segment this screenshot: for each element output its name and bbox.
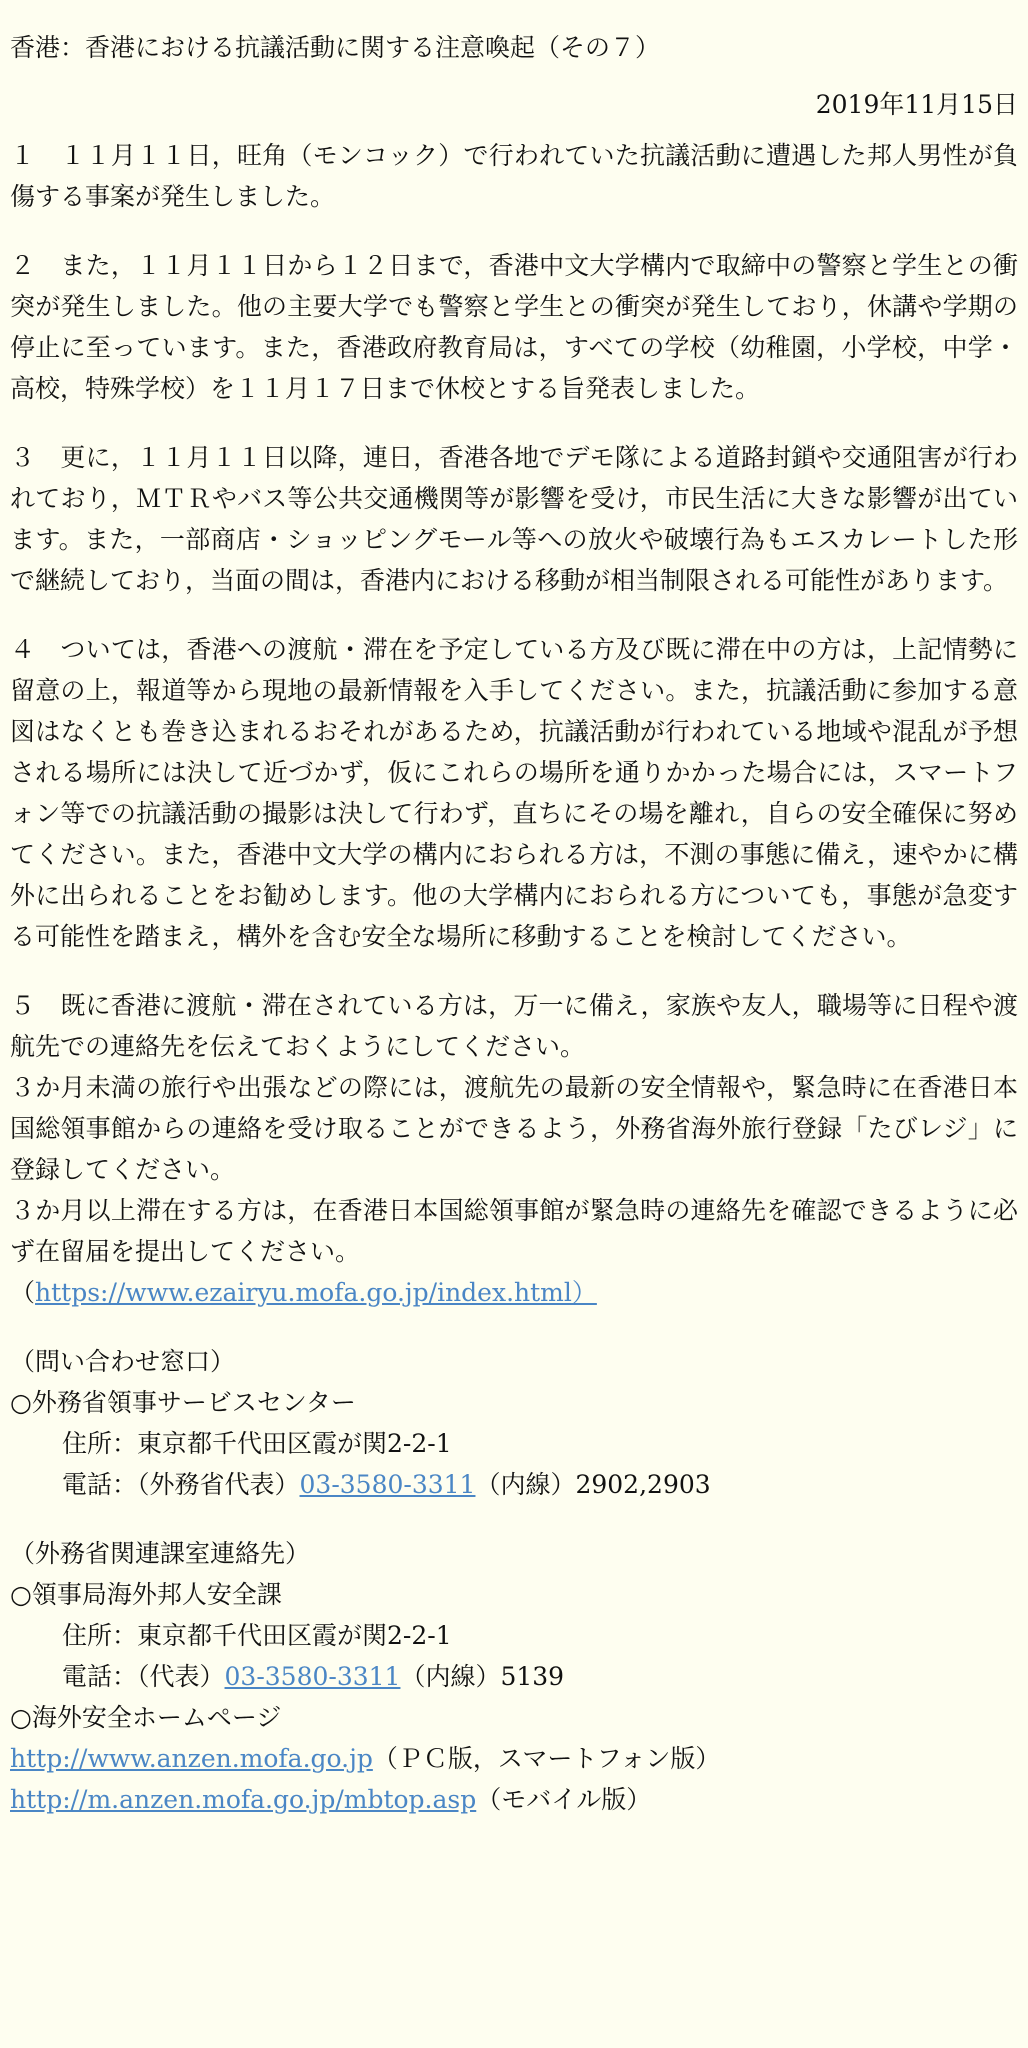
contact-phone-line (10, 1464, 1018, 1505)
related-address: 住所：東京都千代田区霞が関2-2-1 (62, 1621, 452, 1650)
spacer (10, 217, 1018, 245)
related-phone-link[interactable]: 03-3580-3311 (224, 1662, 401, 1691)
spacer (10, 1313, 1018, 1341)
ezairyu-link-line (10, 1272, 1018, 1313)
homepage-heading: ○海外安全ホームページ (10, 1703, 282, 1732)
homepage-mobile-line (10, 1779, 1018, 1820)
paragraph-3: ３ 更に，１１月１１日以降，連日，香港各地でデモ隊による道路封鎖や交通阻害が行われており，ＭＴＲやバス等公共交通機関等が影響を受け，市民生活に大きな影響が出ています。また，一部商店・ショッピングモール等への放火や破壊行為もエスカレートした形で継続しており，当面の間は，香港内における移動が相当制限される可能性があります。 (10, 443, 1018, 595)
homepage-pc-line (10, 1738, 1018, 1779)
ezairyu-link[interactable]: https://www.ezairyu.mofa.go.jp/index.html） (35, 1278, 597, 1307)
spacer (10, 409, 1018, 437)
related-name: ○領事局海外邦人安全課 (10, 1580, 282, 1609)
related-phone-suffix: （内線）5139 (400, 1662, 565, 1691)
spacer (10, 1505, 1018, 1533)
homepage-pc-link[interactable]: http://www.anzen.mofa.go.jp (10, 1744, 373, 1773)
contact-phone-link[interactable]: 03-3580-3311 (299, 1470, 476, 1499)
contact-name: ○外務省領事サービスセンター (10, 1388, 356, 1417)
contact-phone-suffix: （内線）2902,2903 (475, 1470, 711, 1499)
notice-date: 2019年11月15日 (815, 90, 1018, 119)
tabireji-note: ３か月未満の旅行や出張などの際には，渡航先の最新の安全情報や，緊急時に在香港日本国総領事館からの連絡を受け取ることができるよう，外務省海外旅行登録「たびレジ」に登録してください。 (10, 1073, 1018, 1184)
paragraph-1: １ １１月１１日，旺角（モンコック）で行われていた抗議活動に遭遇した邦人男性が負傷する事案が発生しました。 (10, 141, 1018, 211)
paragraph-2: ２ また，１１月１１日から１２日まで，香港中文大学構内で取締中の警察と学生との衝突が発生しました。他の主要大学でも警察と学生との衝突が発生しており，休講や学期の停止に至っています。また，香港政府教育局は，すべての学校（幼稚園，小学校，中学・高校，特殊学校）を１１月１７日まで休校とする旨発表しました。 (10, 251, 1018, 403)
contact-heading: （問い合わせ窓口） (10, 1347, 236, 1376)
contact-address: 住所：東京都千代田区霞が関2-2-1 (62, 1429, 452, 1458)
paragraph-5: ５ 既に香港に渡航・滞在されている方は，万一に備え，家族や友人，職場等に日程や渡航先での連絡先を伝えておくようにしてください。 (10, 991, 1018, 1061)
link-open-paren: （ (10, 1278, 36, 1307)
homepage-pc-note: （ＰＣ版，スマートフォン版） (372, 1744, 721, 1773)
homepage-mobile-note: （モバイル版） (476, 1785, 652, 1814)
related-phone-prefix: 電話：（代表） (62, 1662, 225, 1691)
contact-phone-prefix: 電話：（外務省代表） (62, 1470, 300, 1499)
related-phone-line (10, 1656, 1018, 1697)
page-title: 香港：香港における抗議活動に関する注意喚起（その７） (10, 33, 661, 62)
spacer (10, 957, 1018, 985)
homepage-mobile-link[interactable]: http://m.anzen.mofa.go.jp/mbtop.asp (10, 1785, 477, 1814)
spacer (10, 601, 1018, 629)
related-heading: （外務省関連課室連絡先） (10, 1539, 311, 1568)
paragraph-4: ４ ついては，香港への渡航・滞在を予定している方及び既に滞在中の方は，上記情勢に留意の上，報道等から現地の最新情報を入手してください。また，抗議活動に参加する意図はなくとも巻き込まれるおそれがあるため，抗議活動が行われている地域や混乱が予想される場所には決して近づかず，仮にこれらの場所を通りかかった場合には，スマートフォン等での抗議活動の撮影は決して行わず，直ちにその場を離れ，自らの安全確保に努めてください。また，香港中文大学の構内におられる方は，不測の事態に備え，速やかに構外に出られることをお勧めします。他の大学構内におられる方についても，事態が急変する可能性を踏まえ，構外を含む安全な場所に移動することを検討してください。 (10, 635, 1018, 951)
residence-note: ３か月以上滞在する方は，在香港日本国総領事館が緊急時の連絡先を確認できるように必ず在留届を提出してください。 (10, 1196, 1018, 1266)
